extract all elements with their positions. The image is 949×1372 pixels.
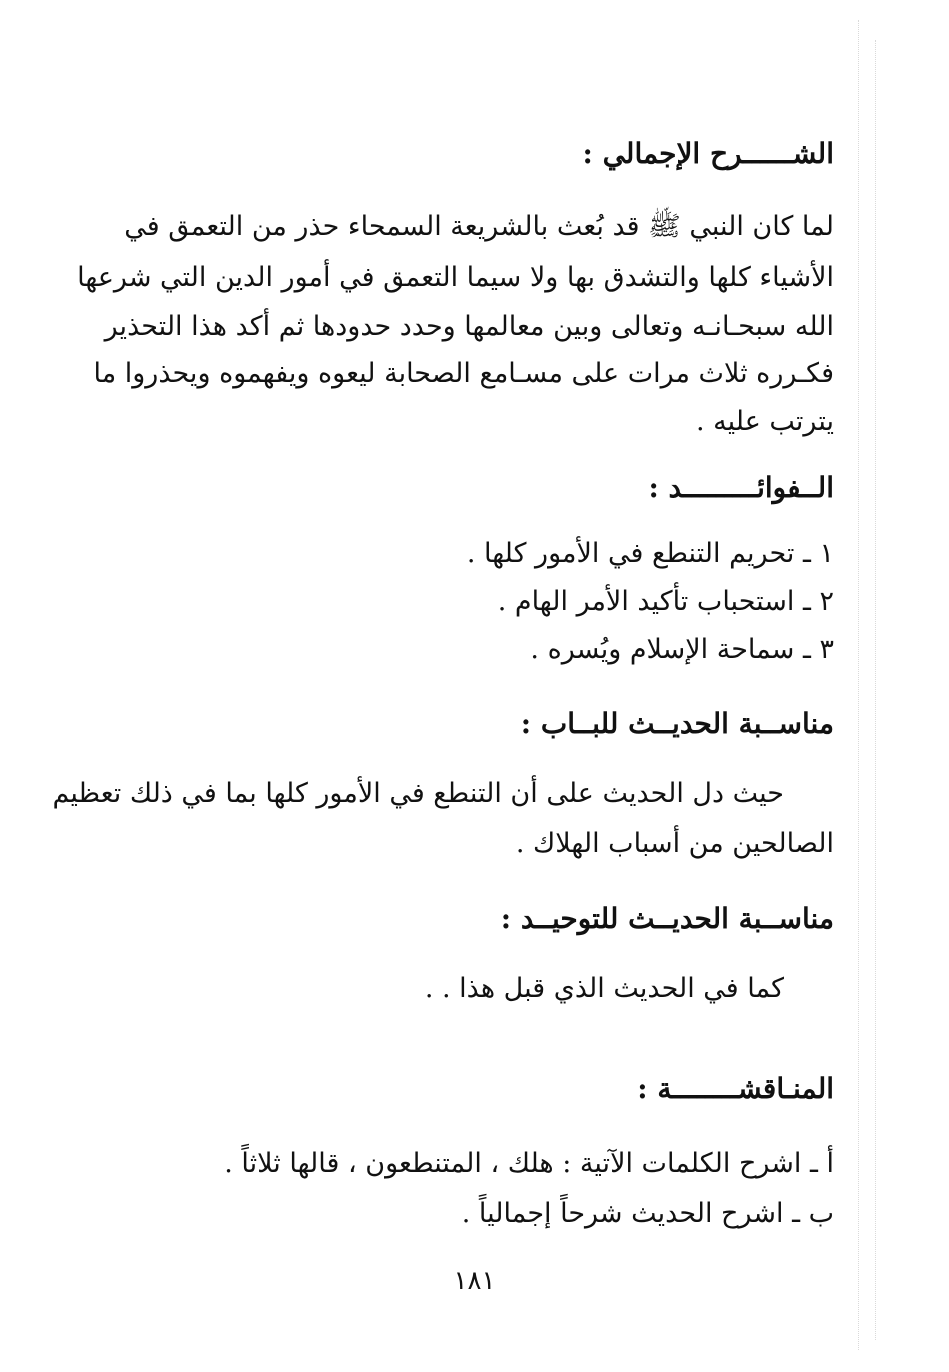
munasabat-bab-line-2: الصالحين من أسباب الهلاك . — [515, 828, 834, 859]
section-heading-munaqasha: المنـاقشــــــــة : — [637, 1072, 834, 1105]
page-number: ١٨١ — [453, 1266, 496, 1296]
scan-artifact-line — [875, 40, 876, 1340]
section-heading-munasabat-bab: مناســبة الحديــث للبــاب : — [520, 707, 834, 740]
fawaid-item-2: ٢ ـ استحباب تأكيد الأمر الهام . — [497, 586, 834, 617]
sharh-line-4: فكـرره ثلاث مرات على مسـامع الصحابة ليعوه ويفهموه ويحذروا ما — [93, 358, 834, 389]
munaqasha-item-b: ب ـ اشرح الحديث شرحاً إجمالياً . — [461, 1198, 834, 1229]
scan-artifact-line — [858, 20, 859, 1350]
section-heading-sharh: الشــــــرح الإجمالي : — [582, 137, 834, 170]
munaqasha-item-a: أ ـ اشرح الكلمات الآتية : هلك ، المتنطعون ، قالها ثلاثاً . — [224, 1148, 834, 1179]
sharh-line-5: يترتب عليه . — [695, 406, 834, 437]
fawaid-item-3: ٣ ـ سماحة الإسلام ويُسره . — [530, 634, 834, 665]
section-heading-fawaid: الــفوائـــــــــد : — [648, 471, 834, 504]
munasabat-bab-line-1: حيث دل الحديث على أن التنطع في الأمور كلها بما في ذلك تعظيم — [52, 778, 784, 809]
sharh-line-1: لما كان النبي ﷺ قد بُعث بالشريعة السمحاء حذر من التعمق في — [124, 211, 834, 242]
sharh-line-3: الله سبحـانـه وتعالى وبين معالمها وحدد حدودها ثم أكد هذا التحذير — [104, 311, 834, 342]
sharh-line-2: الأشياء كلها والتشدق بها ولا سيما التعمق في أمور الدين التي شرعها — [77, 262, 834, 293]
fawaid-item-1: ١ ـ تحريم التنطع في الأمور كلها . — [466, 538, 834, 569]
section-heading-munasabat-tawhid: مناســبة الحديــث للتوحيــد : — [500, 902, 834, 935]
munasabat-tawhid-line: كما في الحديث الذي قبل هذا . . — [424, 973, 784, 1004]
